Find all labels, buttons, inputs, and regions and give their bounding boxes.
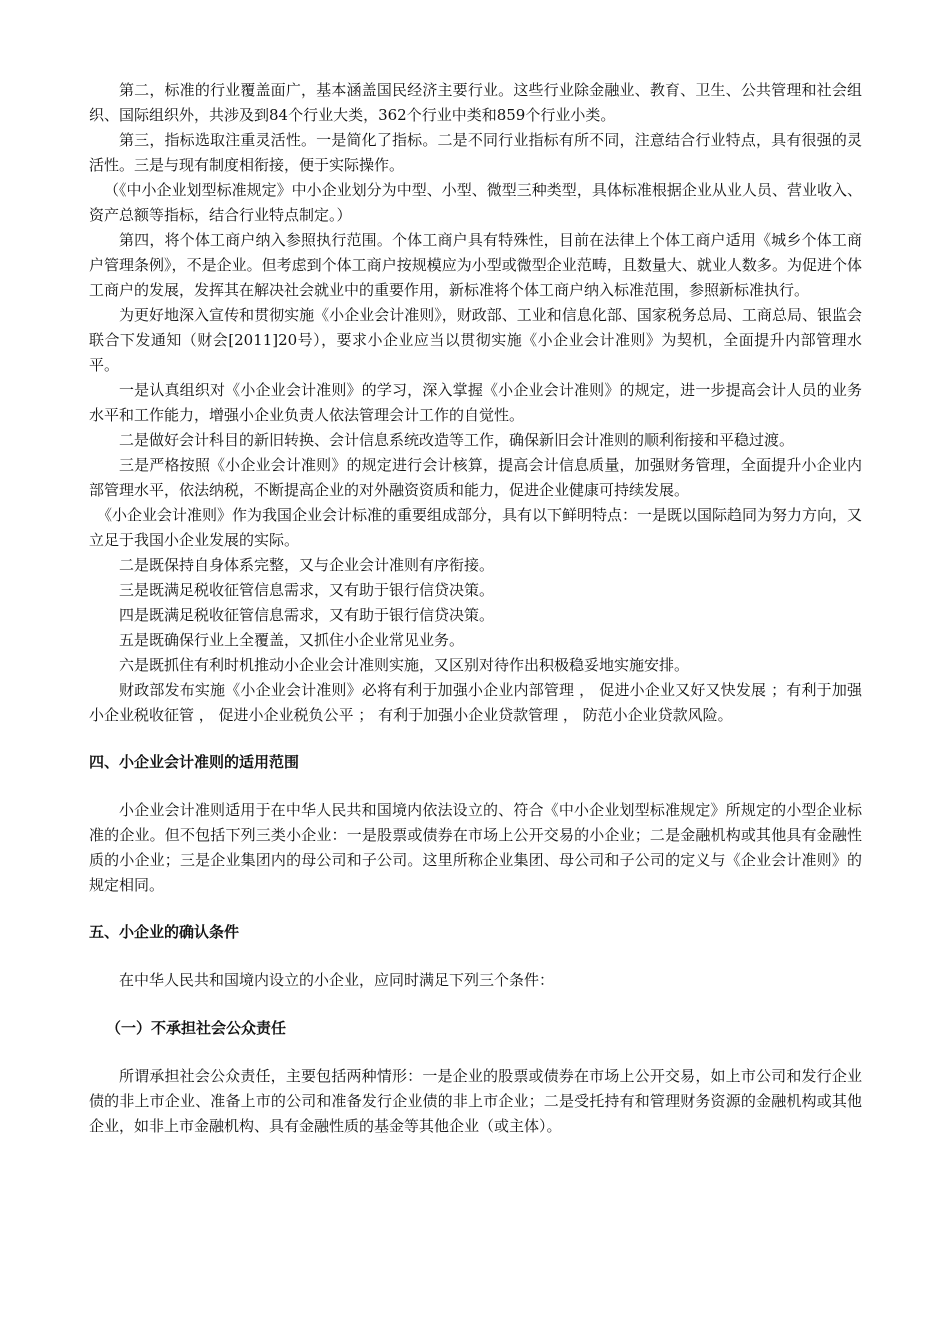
paragraph-joint-notice: 为更好地深入宣传和贯彻实施《小企业会计准则》，财政部、工业和信息化部、国家税务总局、工商总局、银监会联合下发通知（财会[2011]20号），要求小企业应当以贯彻实施《小企业会计准则》为契机，全面提升内部管理水平。 — [89, 306, 862, 374]
paragraph-point-two: 二是做好会计科目的新旧转换、会计信息系统改造等工作，确保新旧会计准则的顺利衔接和平稳过渡。 — [119, 431, 795, 449]
paragraph-point-three: 三是严格按照《小企业会计准则》的规定进行会计核算，提高会计信息质量，加强财务管理，全面提升小企业内部管理水平，依法纳税，不断提高企业的对外融资资质和能力，促进企业健康可持续发展。 — [89, 456, 862, 499]
document-page — [89, 78, 862, 1139]
paragraph-public-responsibility-body: 所谓承担社会公众责任，主要包括两种情形：一是企业的股票或债券在市场上公开交易，如上市公司和发行企业债的非上市企业、准备上市的公司和准备发行企业债的非上市企业；二是受托持有和管理财务资源的金融机构或其他企业，如非上市金融机构、具有金融性质的基金等其他企业（或主体）。 — [89, 1067, 862, 1135]
paragraph-feature-six: 六是既抓住有利时机推动小企业会计准则实施，又区别对待作出积极稳妥地实施安排。 — [119, 656, 690, 674]
spacer — [89, 898, 862, 920]
paragraph-individual-businesses: 第四，将个体工商户纳入参照执行范围。个体工商户具有特殊性，目前在法律上个体工商户适用《城乡个体工商户管理条例》，不是企业。但考虑到个体工商户按规模应为小型或微型企业范畴，且数量大、就业人数多。为促进个体工商户的发展，发挥其在解决社会就业中的重要作用，新标准将个体工商户纳入标准范围，参照新标准执行。 — [89, 231, 862, 299]
section-heading-conditions: 五、小企业的确认条件 — [89, 923, 240, 941]
paragraph-feature-four: 四是既满足税收征管信息需求，又有助于银行信贷决策。 — [119, 606, 495, 624]
paragraph-feature-five: 五是既确保行业上全覆盖，又抓住小企业常见业务。 — [119, 631, 465, 649]
paragraph-classification-note: （《中小企业划型标准规定》中小企业划分为中型、小型、微型三种类型，具体标准根据企业从业人员、营业收入、资产总额等指标，结合行业特点制定。） — [89, 181, 862, 224]
subsection-heading-no-public-responsibility: （一）不承担社会公众责任 — [106, 1019, 287, 1037]
spacer — [89, 775, 862, 798]
spacer — [89, 728, 862, 750]
spacer — [89, 945, 862, 968]
paragraph-feature-three: 三是既满足税收征管信息需求，又有助于银行信贷决策。 — [119, 581, 495, 599]
spacer — [89, 1041, 862, 1064]
section-heading-scope: 四、小企业会计准则的适用范围 — [89, 753, 300, 771]
spacer — [89, 993, 862, 1016]
paragraph-scope-body: 小企业会计准则适用于在中华人民共和国境内依法设立的、符合《中小企业划型标准规定》所规定的小型企业标准的企业。但不包括下列三类小企业：一是股票或债券在市场上公开交易的小企业；二是金融机构或其他具有金融性质的小企业；三是企业集团内的母公司和子公司。这里所称企业集团、母公司和子公司的定义与《企业会计准则》的规定相同。 — [89, 801, 862, 894]
paragraph-point-one: 一是认真组织对《小企业会计准则》的学习，深入掌握《小企业会计准则》的规定，进一步提高会计人员的业务水平和工作能力，增强小企业负责人依法管理会计工作的自觉性。 — [89, 381, 862, 424]
paragraph-feature-two: 二是既保持自身体系完整，又与企业会计准则有序衔接。 — [119, 556, 495, 574]
paragraph-benefits: 财政部发布实施《小企业会计准则》必将有利于加强小企业内部管理 ， 促进小企业又好又快发展 ；有利于加强小企业税收征管 ， 促进小企业税负公平 ； 有利于加强小企业贷款管理 ， 防范小企业贷款风险。 — [89, 681, 862, 724]
paragraph-features-intro: 《小企业会计准则》作为我国企业会计标准的重要组成部分，具有以下鲜明特点：一是既以国际趋同为努力方向，又立足于我国小企业发展的实际。 — [89, 506, 863, 549]
paragraph-indicator-flexibility: 第三，指标选取注重灵活性。一是简化了指标。二是不同行业指标有所不同，注意结合行业特点，具有很强的灵活性。三是与现有制度相衔接，便于实际操作。 — [89, 131, 862, 174]
paragraph-conditions-intro: 在中华人民共和国境内设立的小企业，应同时满足下列三个条件： — [119, 971, 555, 989]
paragraph-industry-coverage: 第二，标准的行业覆盖面广，基本涵盖国民经济主要行业。这些行业除金融业、教育、卫生、公共管理和社会组织、国际组织外，共涉及到84个行业大类，362个行业中类和859个行业小类。 — [89, 81, 862, 124]
